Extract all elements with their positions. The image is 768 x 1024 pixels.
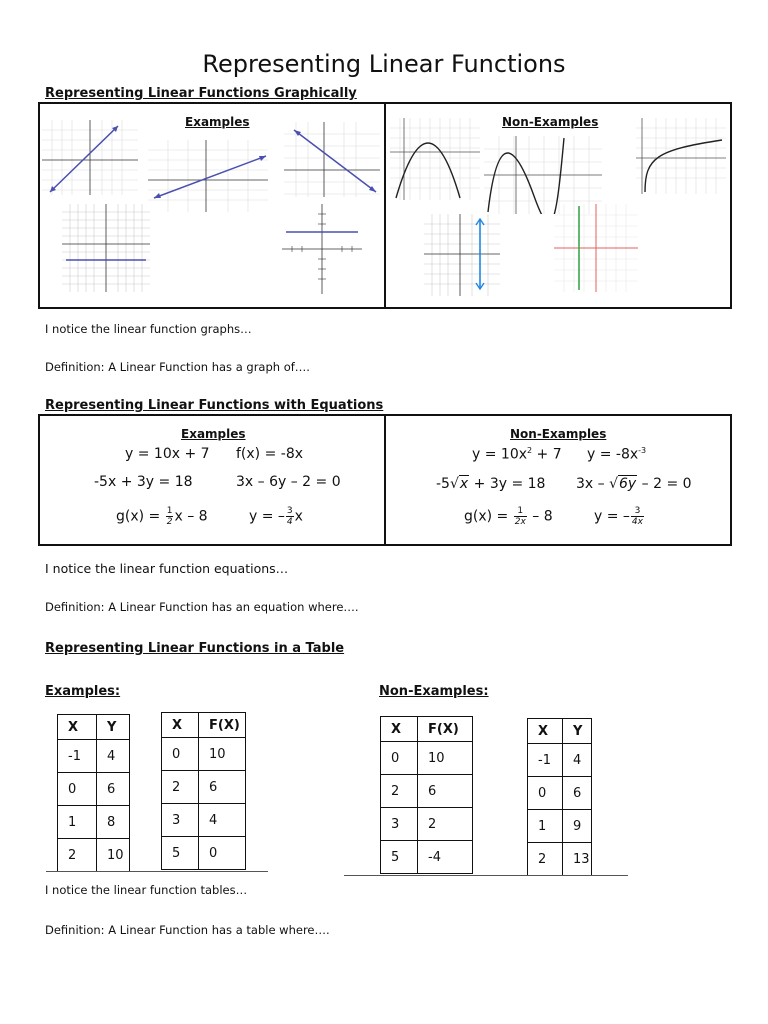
example-graph-steep-positive: [42, 120, 138, 195]
page-title: Representing Linear Functions: [202, 50, 566, 78]
table-cell: 9: [563, 810, 592, 843]
table-cell: 10: [418, 742, 473, 775]
equation-example-1: y = 10x + 7: [125, 446, 210, 462]
examples-table-baseline: [46, 871, 268, 872]
table-row: [162, 837, 246, 870]
equation-non-example-6: y = – $\frac{3}{4x}$: [594, 506, 643, 527]
equation-example-5: g(x) = $\frac{1}{2}$ x – 8: [116, 506, 208, 527]
tables-notice: I notice the linear function tables…: [45, 883, 248, 897]
table-cell: 4: [563, 744, 592, 777]
table-row: [528, 744, 592, 777]
table-cell: 1: [58, 806, 97, 839]
table-cell: 5: [162, 837, 199, 870]
non-example-table-2: [527, 718, 592, 876]
equation-non-examples-label: Non-Examples: [510, 427, 607, 441]
table-row: [528, 777, 592, 810]
table-header-y: Y: [97, 715, 130, 740]
table-header-fx: F(X): [199, 713, 246, 738]
graphs-box-divider: [384, 102, 386, 309]
table-cell: 0: [528, 777, 563, 810]
equation-example-2: f(x) = -8x: [236, 446, 304, 462]
table-cell: 2: [162, 771, 199, 804]
table-row: [58, 740, 130, 773]
equations-box-divider: [384, 414, 386, 546]
table-header-x: X: [528, 719, 563, 744]
non-example-graph-parabola: [390, 118, 480, 200]
table-cell: -1: [58, 740, 97, 773]
equations-notice: I notice the linear function equations…: [45, 561, 289, 576]
table-cell: 8: [97, 806, 130, 839]
table-row: [381, 742, 473, 775]
table-row: [162, 738, 246, 771]
tables-section-heading: Representing Linear Functions in a Table: [45, 641, 345, 656]
table-row: [381, 775, 473, 808]
example-graph-negative: [284, 122, 380, 197]
table-cell: 0: [199, 837, 246, 870]
equation-non-example-4: 3x – √6y – 2 = 0: [576, 476, 692, 492]
equation-non-example-5: g(x) = $\frac{1}{2x}$ – 8: [464, 506, 553, 527]
equation-non-example-3: -5√x + 3y = 18: [436, 476, 546, 492]
table-cell: 13: [563, 843, 592, 876]
table-header-x: X: [162, 713, 199, 738]
graph-examples-label: Examples: [185, 115, 250, 129]
equation-example-3: -5x + 3y = 18: [94, 474, 193, 490]
table-header-fx: F(X): [418, 717, 473, 742]
table-cell: 6: [199, 771, 246, 804]
graphs-definition: Definition: A Linear Function has a graph of….: [45, 360, 310, 374]
table-row: [58, 773, 130, 806]
table-cell: 0: [162, 738, 199, 771]
example-graph-horizontal-low: [62, 204, 150, 292]
example-graph-gentle-positive: [148, 140, 268, 212]
equation-example-6: y = – $\frac{3}{4}$ x: [249, 506, 303, 527]
table-row: [58, 839, 130, 872]
equation-non-example-1: $y = 10x^2 + 7$: [472, 446, 562, 463]
table-cell: 1: [528, 810, 563, 843]
non-example-graph-vertical-blue: [424, 214, 500, 296]
table-row: [162, 771, 246, 804]
table-row: [381, 841, 473, 874]
equation-example-4: 3x – 6y – 2 = 0: [236, 474, 341, 490]
equations-definition: Definition: A Linear Function has an equation where….: [45, 600, 359, 614]
example-table-1: [57, 714, 130, 872]
table-cell: 2: [381, 775, 418, 808]
graph-non-examples-label: Non-Examples: [502, 115, 599, 129]
table-cell: 2: [58, 839, 97, 872]
non-examples-table-baseline: [344, 875, 628, 876]
table-cell: 10: [199, 738, 246, 771]
table-examples-label: Examples:: [45, 684, 121, 699]
table-non-examples-label: Non-Examples:: [379, 684, 489, 699]
table-row: [528, 843, 592, 876]
table-row: [381, 808, 473, 841]
table-cell: 6: [418, 775, 473, 808]
non-example-graph-cubic: [484, 136, 602, 214]
table-cell: 3: [381, 808, 418, 841]
table-cell: -4: [418, 841, 473, 874]
equations-section-heading: Representing Linear Functions with Equations: [45, 398, 384, 413]
example-graph-horizontal-high: [282, 204, 362, 294]
table-cell: 6: [97, 773, 130, 806]
table-cell: 6: [563, 777, 592, 810]
table-header-x: X: [381, 717, 418, 742]
tables-definition: Definition: A Linear Function has a table where….: [45, 923, 330, 937]
table-cell: 2: [528, 843, 563, 876]
graphs-notice: I notice the linear function graphs…: [45, 322, 252, 336]
non-example-graph-vertical-green: [554, 204, 638, 292]
table-row: [528, 810, 592, 843]
table-cell: 5: [381, 841, 418, 874]
table-header-x: X: [58, 715, 97, 740]
table-cell: 10: [97, 839, 130, 872]
table-cell: 4: [97, 740, 130, 773]
table-cell: 3: [162, 804, 199, 837]
equation-examples-label: Examples: [181, 427, 246, 441]
table-header-y: Y: [563, 719, 592, 744]
non-example-graph-log: [636, 118, 726, 194]
non-example-table-1: [380, 716, 473, 874]
example-table-2: [161, 712, 246, 870]
table-cell: 4: [199, 804, 246, 837]
table-cell: 0: [58, 773, 97, 806]
equation-non-example-2: $y = -8x^{-3}$: [587, 446, 647, 463]
table-row: [162, 804, 246, 837]
table-cell: 0: [381, 742, 418, 775]
table-cell: 2: [418, 808, 473, 841]
table-row: [58, 806, 130, 839]
table-cell: -1: [528, 744, 563, 777]
graphs-section-heading: Representing Linear Functions Graphically: [45, 86, 357, 101]
